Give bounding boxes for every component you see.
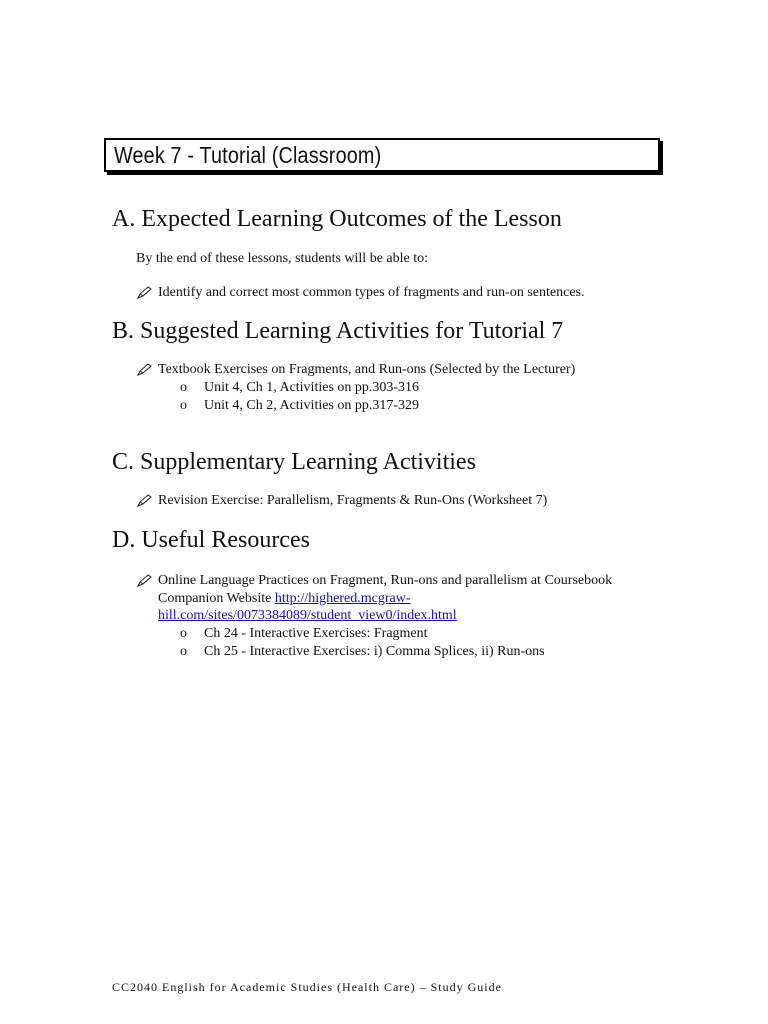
pen-icon: [136, 363, 152, 377]
section-a-heading: A. Expected Learning Outcomes of the Lesson: [112, 206, 562, 232]
list-item: [180, 643, 545, 661]
section-d-item-line3: [158, 607, 457, 625]
section-d-item-line1: Online Language Practices on Fragment, Run-ons and parallelism at Coursebook: [158, 573, 613, 588]
section-a-item: Identify and correct most common types of fragments and run-on sentences.: [158, 285, 585, 300]
section-a-intro: By the end of these lessons, students will be able to:: [136, 251, 429, 266]
sub-bullet-marker: o: [180, 380, 187, 395]
pen-icon: [136, 574, 152, 588]
section-b-item: Textbook Exercises on Fragments, and Run-ons (Selected by the Lecturer): [158, 362, 576, 377]
list-item: [180, 625, 428, 643]
page-title: Week 7 - Tutorial (Classroom): [114, 141, 382, 168]
pen-icon: [136, 494, 152, 508]
section-c-item: Revision Exercise: Parallelism, Fragments & Run-Ons (Worksheet 7): [158, 493, 548, 508]
section-d-heading: D. Useful Resources: [112, 527, 310, 553]
sub-item-text: Unit 4, Ch 1, Activities on pp.303-316: [204, 380, 420, 395]
sub-bullet-marker: o: [180, 644, 187, 659]
list-item: [180, 379, 419, 397]
companion-website-label: Companion Website: [158, 591, 275, 606]
section-c-heading: C. Supplementary Learning Activities: [112, 449, 476, 475]
list-item: [180, 397, 419, 415]
sub-item-text: Unit 4, Ch 2, Activities on pp.317-329: [204, 398, 420, 413]
section-b-heading: B. Suggested Learning Activities for Tutorial 7: [112, 318, 564, 344]
sub-bullet-marker: o: [180, 626, 187, 641]
sub-bullet-marker: o: [180, 398, 187, 413]
pen-icon: [136, 286, 152, 300]
companion-website-link[interactable]: http://highered.mcgraw-: [274, 591, 411, 606]
sub-item-text: Ch 24 - Interactive Exercises: Fragment: [204, 626, 428, 641]
page-footer: CC2040 English for Academic Studies (Health Care) – Study Guide: [112, 980, 502, 994]
section-d-item-line2: [158, 590, 411, 608]
title-box: [104, 138, 660, 172]
sub-item-text: Ch 25 - Interactive Exercises: i) Comma Splices, ii) Run-ons: [204, 644, 545, 659]
companion-website-link-continued[interactable]: hill.com/sites/0073384089/student_view0/index.html: [158, 608, 457, 623]
